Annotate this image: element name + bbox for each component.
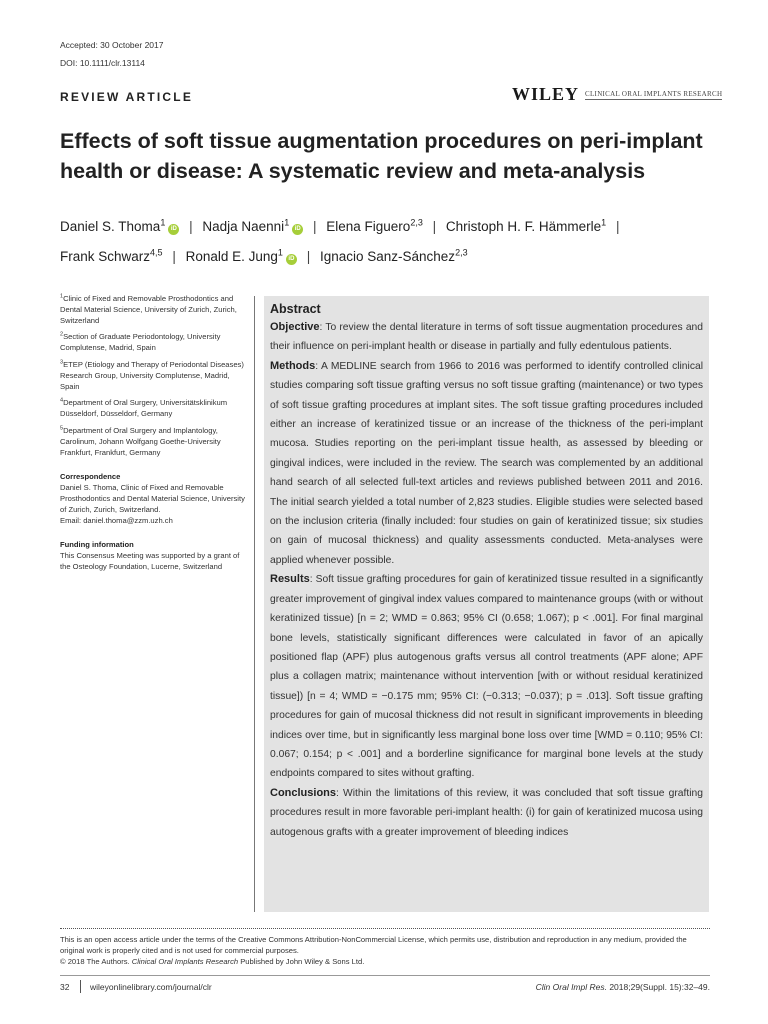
author — [320, 249, 468, 264]
footer-rule — [60, 975, 710, 976]
journal-site-link[interactable]: wileyonlinelibrary.com/journal/clr — [90, 982, 212, 992]
methods-text: : A MEDLINE search from 1966 to 2016 was performed to identify controlled clinical studies comparing soft tissue grafting versus no soft tissue grafting (maintenance) or two types of soft tissue grafting procedures at implant sites. The soft tissue grafting procedures included either an increase of keratinized tissue or an increase of the thickness of the peri-implant mucosa. Studies reporting on the peri-implant tissue health, as assessed by bleeding or gingival indices, were included in the review. The search was complemented by an additional hand search of all selected full-text articles and reviews published between 2011 and 2016. The initial search yielded a total number of 2,823 studies. Eligible studies were selected based on the inclusion criteria (finally included: four studies on gain of keratinized tissue; six studies on gain of mucosal thickness) and quality assessments conducted. Meta-analyses were applied whenever possible. — [270, 360, 703, 566]
objective-label: Objective — [270, 321, 320, 333]
funding-text: This Consensus Meeting was supported by a grant of the Osteology Foundation, Lucerne, Switzerland — [60, 551, 240, 571]
results-label: Results — [270, 573, 310, 586]
affiliation — [60, 426, 246, 458]
accepted-date: Accepted: 30 October 2017 — [60, 40, 164, 50]
affiliation-number: 1 — [60, 293, 64, 300]
affiliation-number: 5 — [60, 425, 64, 432]
author-separator: | — [615, 219, 620, 234]
author-name: Ignacio Sanz-Sánchez — [319, 249, 456, 264]
author-name: Ronald E. Jung — [185, 249, 278, 264]
page-number: 32 — [60, 982, 70, 992]
author-affiliation-ref: 2,3 — [455, 247, 468, 258]
affiliation — [60, 294, 246, 326]
title-line-1: Effects of soft tissue augmentation procedures on peri-implant — [60, 129, 703, 153]
journal-name-tag: CLINICAL ORAL IMPLANTS RESEARCH — [585, 89, 723, 98]
affiliation-text: Department of Oral Surgery, Universitätsklinikum Düsseldorf, Düsseldorf, Germany — [60, 398, 228, 419]
wiley-logo: WILEY — [512, 84, 580, 104]
author — [60, 219, 179, 234]
abstract-conclusions — [270, 784, 703, 842]
affiliation-text: Clinic of Fixed and Removable Prosthodontics and Dental Material Science, University of Zurich, Zurich, Switzerland — [60, 294, 237, 325]
article-info-column — [60, 294, 246, 573]
abstract-heading: Abstract — [270, 302, 321, 316]
author-name: Nadja Naenni — [202, 219, 285, 234]
results-text: : Soft tissue grafting procedures for gain of keratinized tissue resulted in a significantly greater improvement of gingival index values compared to maintenance groups (with or without keratinized tissue) [n = 2; WMD = 0.863; 95% CI (0.658; 1.067); p < .001]. For final marginal bone levels, statistically significant differences were calculated in favor of an apically positioned flap (APF) plus autogenous grafts versus all control treatments (APF alone; APF plus a collagen matrix; maintenance without intervention [with or without residual keratinized tissue]) [n = 4; WMD = −0.175 mm; 95% CI: (−0.313; −0.037); p = .013]. Soft tissue grafting procedures for gain of mucosal thickness did not result in significant improvements in bleeding indices over time, but in significantly less marginal bone loss over time [WMD = 0.110; 95% CI: 0.067; 0.154; p < .001] and a borderline significance for marginal bone levels at the study endpoints compared to sites without grafting. — [270, 574, 703, 780]
author — [202, 219, 303, 234]
author-list — [60, 212, 720, 272]
author — [446, 219, 606, 234]
author-affiliation-ref: 1 — [601, 217, 607, 228]
affiliation — [60, 360, 246, 392]
citation — [536, 982, 710, 992]
objective-text: : To review the dental literature in terms of soft tissue augmentation procedures and their influence on peri-implant health or disease in partially and fully edentulous patients. — [270, 322, 703, 353]
conclusions-text: : Within the limitations of this review, it was concluded that soft tissue grafting procedures result in more favorable peri-implant health: (i) for gain of keratinized mucosa using autogenous grafts with a greater improvement of bleeding indices — [270, 787, 703, 838]
author — [326, 219, 423, 234]
author-name: Christoph H. F. Hämmerle — [445, 219, 602, 234]
author-affiliation-ref: 1 — [160, 217, 166, 228]
affiliation-text: ETEP (Etiology and Therapy of Periodontal Diseases) Research Group, University Complutense, Madrid, Spain — [60, 359, 244, 391]
author — [60, 249, 163, 264]
author-separator: | — [312, 219, 317, 234]
affiliation-number: 4 — [60, 397, 64, 404]
copyright-prefix: © 2018 The Authors. — [60, 957, 132, 966]
citation-details: 2018;29(Suppl. 15):32–49. — [606, 982, 710, 992]
article-type: REVIEW ARTICLE — [60, 90, 194, 104]
abstract-methods — [270, 357, 703, 570]
author-separator: | — [189, 219, 193, 234]
author-affiliation-ref: 1 — [284, 217, 290, 228]
author-name: Frank Schwarz — [60, 249, 151, 264]
affiliation-text: Department of Oral Surgery and Implantology, Carolinum, Johann Wolfgang Goethe-University Frankfurt, Frankfurt, Germany — [60, 425, 221, 457]
orcid-icon[interactable]: iD — [286, 254, 297, 265]
author-name: Elena Figuero — [326, 219, 411, 234]
author — [186, 249, 297, 264]
column-divider — [254, 296, 255, 912]
affiliation-number: 2 — [60, 331, 64, 338]
affiliation — [60, 398, 246, 420]
publisher-logo — [512, 84, 722, 105]
correspondence-address: Daniel S. Thoma, Clinic of Fixed and Removable Prosthodontics and Dental Material Science, University of Zurich, Zurich, Switzerland. — [60, 483, 245, 514]
copyright-journal: Clinical Oral Implants Research — [131, 957, 239, 966]
orcid-icon[interactable]: iD — [292, 224, 303, 235]
author-name: Daniel S. Thoma — [60, 219, 161, 234]
copyright-line — [60, 956, 710, 967]
footer-divider — [80, 980, 81, 993]
methods-label: Methods — [270, 359, 316, 372]
article-title — [60, 126, 720, 186]
funding-heading: Funding information — [60, 540, 134, 550]
conclusions-label: Conclusions — [270, 786, 337, 799]
abstract-results — [270, 570, 703, 783]
affiliation-text: Section of Graduate Periodontology, University Complutense, Madrid, Spain — [60, 332, 221, 353]
abstract-box — [264, 296, 709, 912]
affiliation — [60, 332, 246, 354]
title-line-2: health or disease: A systematic review and meta-analysis — [60, 159, 646, 183]
author-separator: | — [432, 219, 437, 234]
footnote-divider — [60, 928, 710, 929]
orcid-icon[interactable]: iD — [168, 224, 179, 235]
license-text: This is an open access article under the terms of the Creative Commons Attribution-NonCommercial License, which permits use, distribution and reproduction in any medium, provided the original work is properly cited and is not used for commercial purposes. — [60, 935, 687, 955]
author-separator: | — [306, 249, 311, 264]
author-affiliation-ref: 4,5 — [150, 247, 163, 258]
affiliation-list — [60, 294, 246, 458]
copyright-suffix: Published by John Wiley & Sons Ltd. — [238, 957, 365, 966]
license-note — [60, 934, 710, 967]
correspondence-heading: Correspondence — [60, 472, 121, 482]
author-separator: | — [172, 249, 176, 264]
affiliation-number: 3 — [60, 359, 64, 366]
correspondence-email: Email: daniel.thoma@zzm.uzh.ch — [60, 515, 173, 525]
abstract-objective — [270, 318, 703, 357]
author-affiliation-ref: 1 — [277, 247, 283, 258]
author-affiliation-ref: 2,3 — [410, 217, 423, 228]
citation-journal: Clin Oral Impl Res. — [535, 982, 607, 992]
doi: DOI: 10.1111/clr.13114 — [60, 58, 145, 68]
